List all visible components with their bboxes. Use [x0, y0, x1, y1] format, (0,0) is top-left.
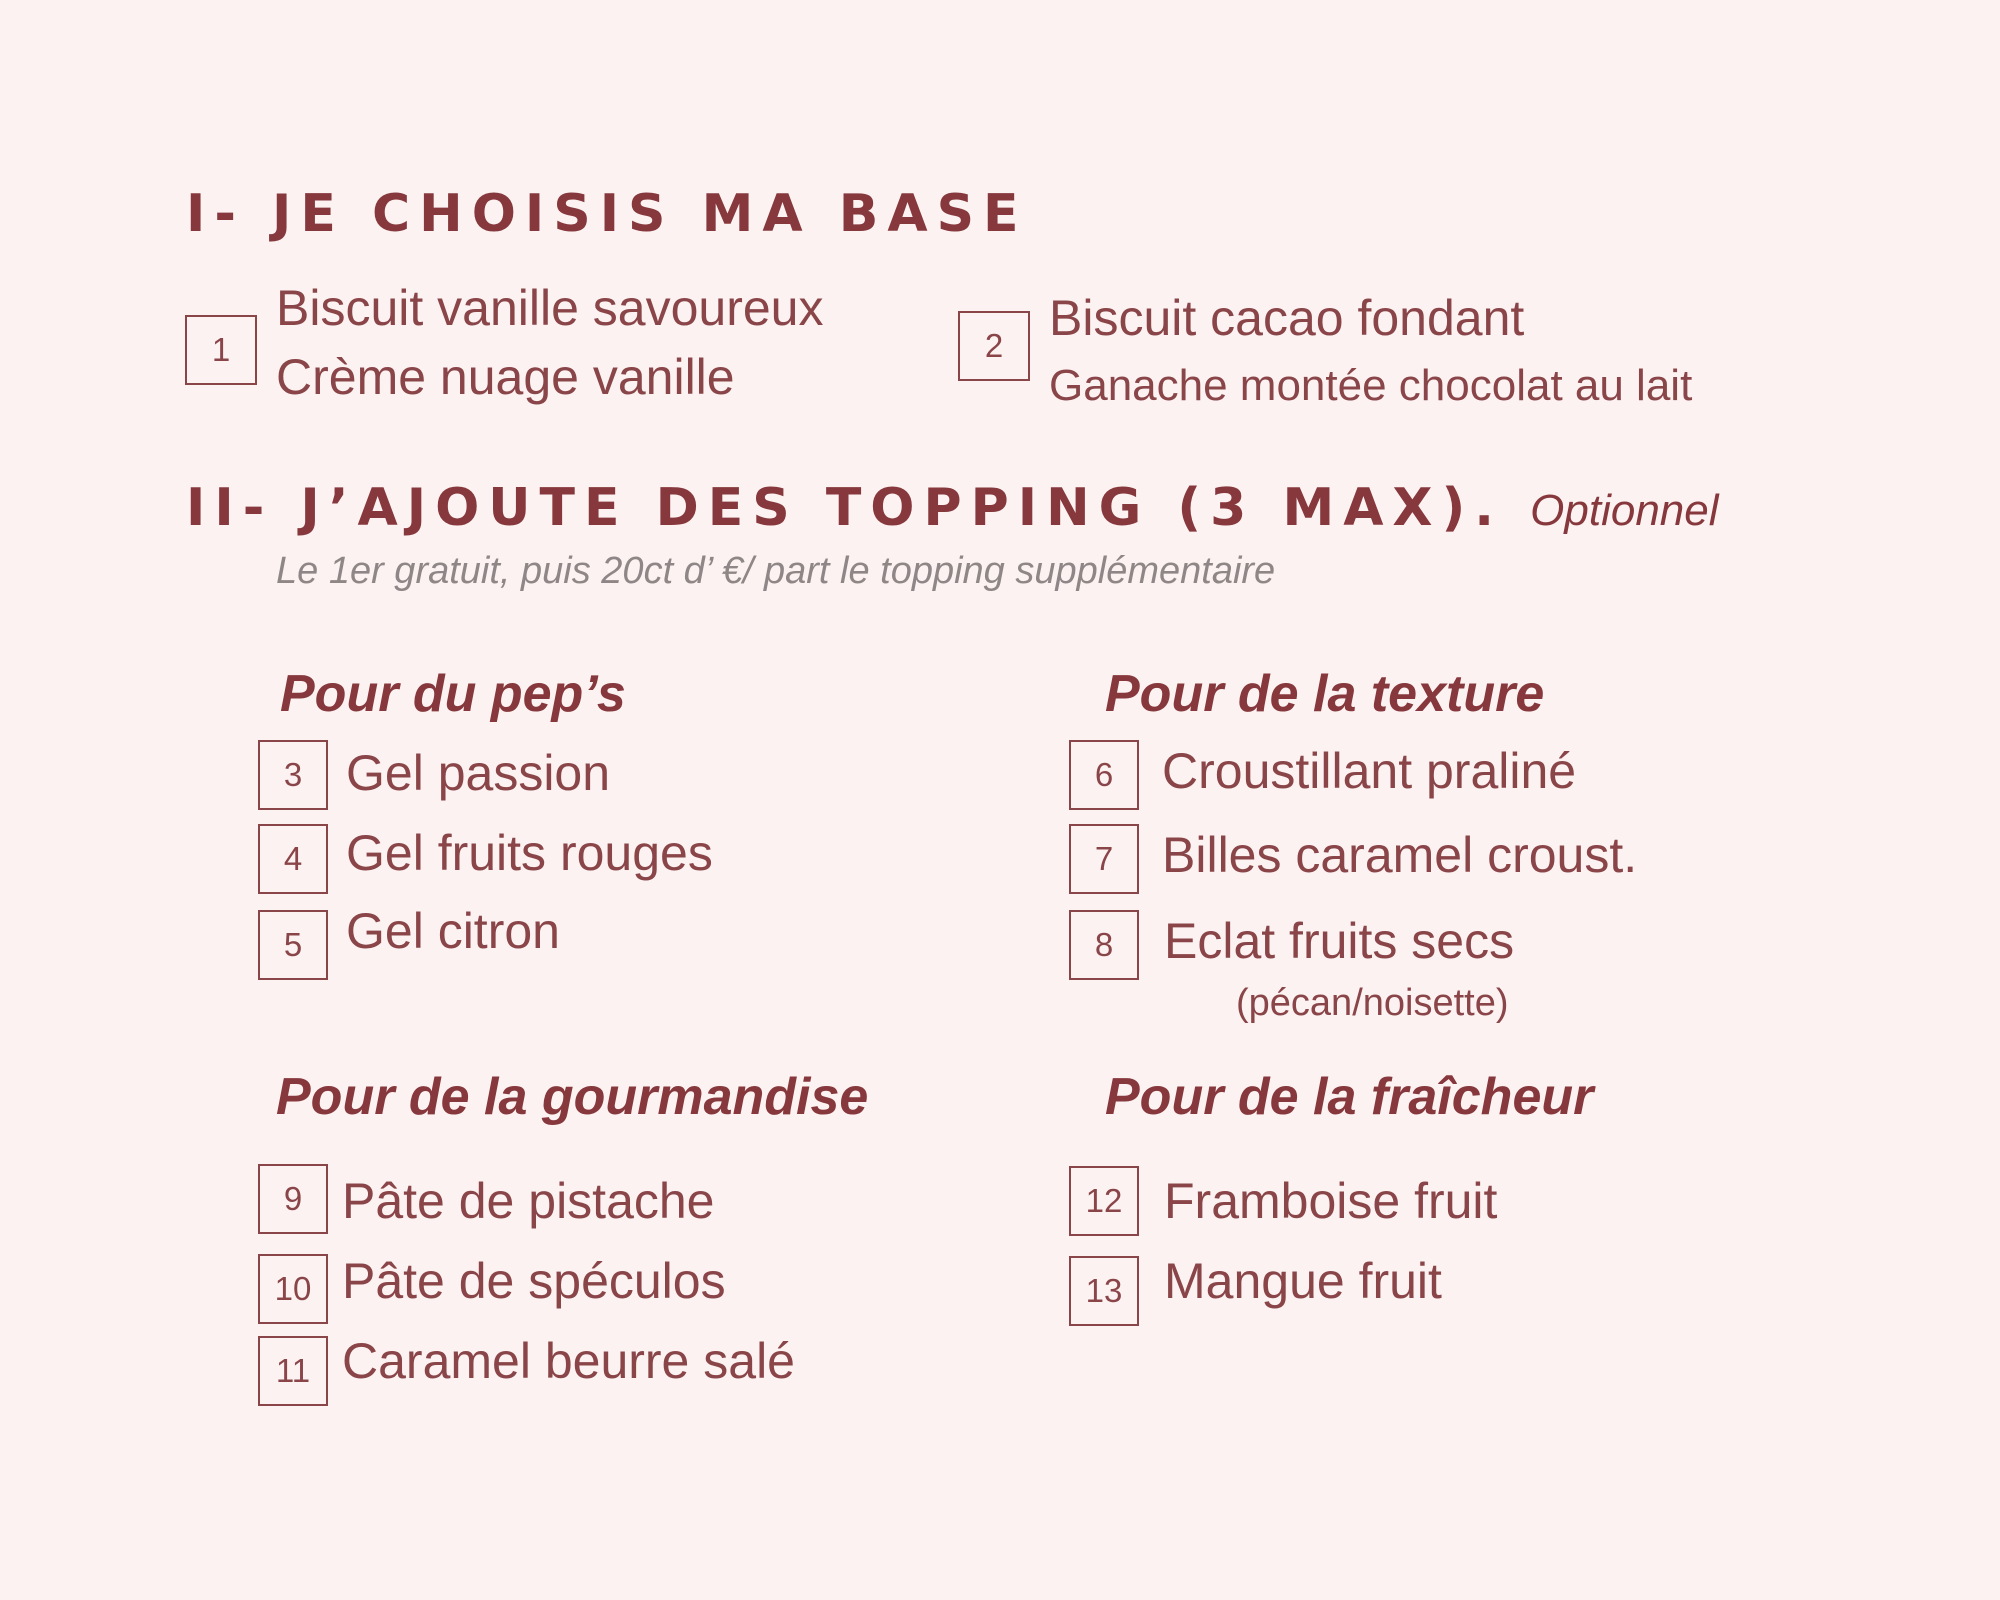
category-fraicheur-title: Pour de la fraîcheur [1105, 1068, 1594, 1126]
topping-8-label: Eclat fruits secs [1164, 913, 1515, 969]
topping-10-checkbox[interactable] [258, 1254, 328, 1324]
base-1-checkbox[interactable] [185, 315, 257, 385]
topping-4-checkbox[interactable] [258, 824, 328, 894]
topping-4-label: Gel fruits rouges [346, 825, 713, 881]
section-title-topping-text: II- J’AJOUTE DES TOPPING (3 MAX). [186, 478, 1504, 538]
topping-10-number: 10 [274, 1270, 312, 1307]
topping-12-checkbox[interactable] [1069, 1166, 1139, 1236]
topping-6-label: Croustillant praliné [1162, 743, 1577, 799]
optional-label: Optionnel [1530, 486, 1719, 535]
section-title-base: I- JE CHOISIS MA BASE [186, 184, 1028, 244]
topping-8-checkbox[interactable] [1069, 910, 1139, 980]
base-2-line1: Biscuit cacao fondant [1049, 290, 1525, 346]
base-2-line2: Ganache montée chocolat au lait [1049, 361, 1693, 410]
section-title-topping [186, 478, 1719, 538]
category-peps-title: Pour du pep’s [280, 665, 626, 723]
base-1-number: 1 [211, 331, 231, 368]
topping-8-number: 8 [1094, 926, 1114, 963]
topping-8-sublabel: (pécan/noisette) [1236, 982, 1509, 1024]
base-2-number: 2 [984, 327, 1004, 364]
topping-13-label: Mangue fruit [1164, 1253, 1442, 1309]
topping-9-number: 9 [283, 1180, 303, 1217]
topping-3-number: 3 [283, 756, 303, 793]
topping-3-label: Gel passion [346, 745, 611, 801]
topping-6-checkbox[interactable] [1069, 740, 1139, 810]
topping-9-label: Pâte de pistache [342, 1173, 715, 1229]
base-1-line2: Crème nuage vanille [276, 349, 735, 405]
topping-5-number: 5 [283, 926, 303, 963]
topping-9-checkbox[interactable] [258, 1164, 328, 1234]
topping-price-note: Le 1er gratuit, puis 20ct d’ €/ part le topping supplémentaire [276, 550, 1276, 592]
topping-11-checkbox[interactable] [258, 1336, 328, 1406]
topping-5-checkbox[interactable] [258, 910, 328, 980]
topping-7-label: Billes caramel croust. [1162, 827, 1638, 883]
topping-5-label: Gel citron [346, 903, 560, 959]
topping-13-checkbox[interactable] [1069, 1256, 1139, 1326]
category-texture-title: Pour de la texture [1105, 665, 1545, 723]
topping-11-number: 11 [275, 1352, 311, 1389]
topping-6-number: 6 [1094, 756, 1114, 793]
topping-11-label: Caramel beurre salé [342, 1333, 795, 1389]
topping-3-checkbox[interactable] [258, 740, 328, 810]
topping-13-number: 13 [1085, 1272, 1123, 1309]
topping-10-label: Pâte de spéculos [342, 1253, 726, 1309]
topping-7-checkbox[interactable] [1069, 824, 1139, 894]
topping-7-number: 7 [1094, 840, 1114, 877]
topping-12-number: 12 [1085, 1182, 1123, 1219]
topping-12-label: Framboise fruit [1164, 1173, 1498, 1229]
base-1-line1: Biscuit vanille savoureux [276, 280, 824, 336]
topping-4-number: 4 [283, 840, 303, 877]
base-2-checkbox[interactable] [958, 311, 1030, 381]
category-gourmandise-title: Pour de la gourmandise [276, 1068, 869, 1126]
